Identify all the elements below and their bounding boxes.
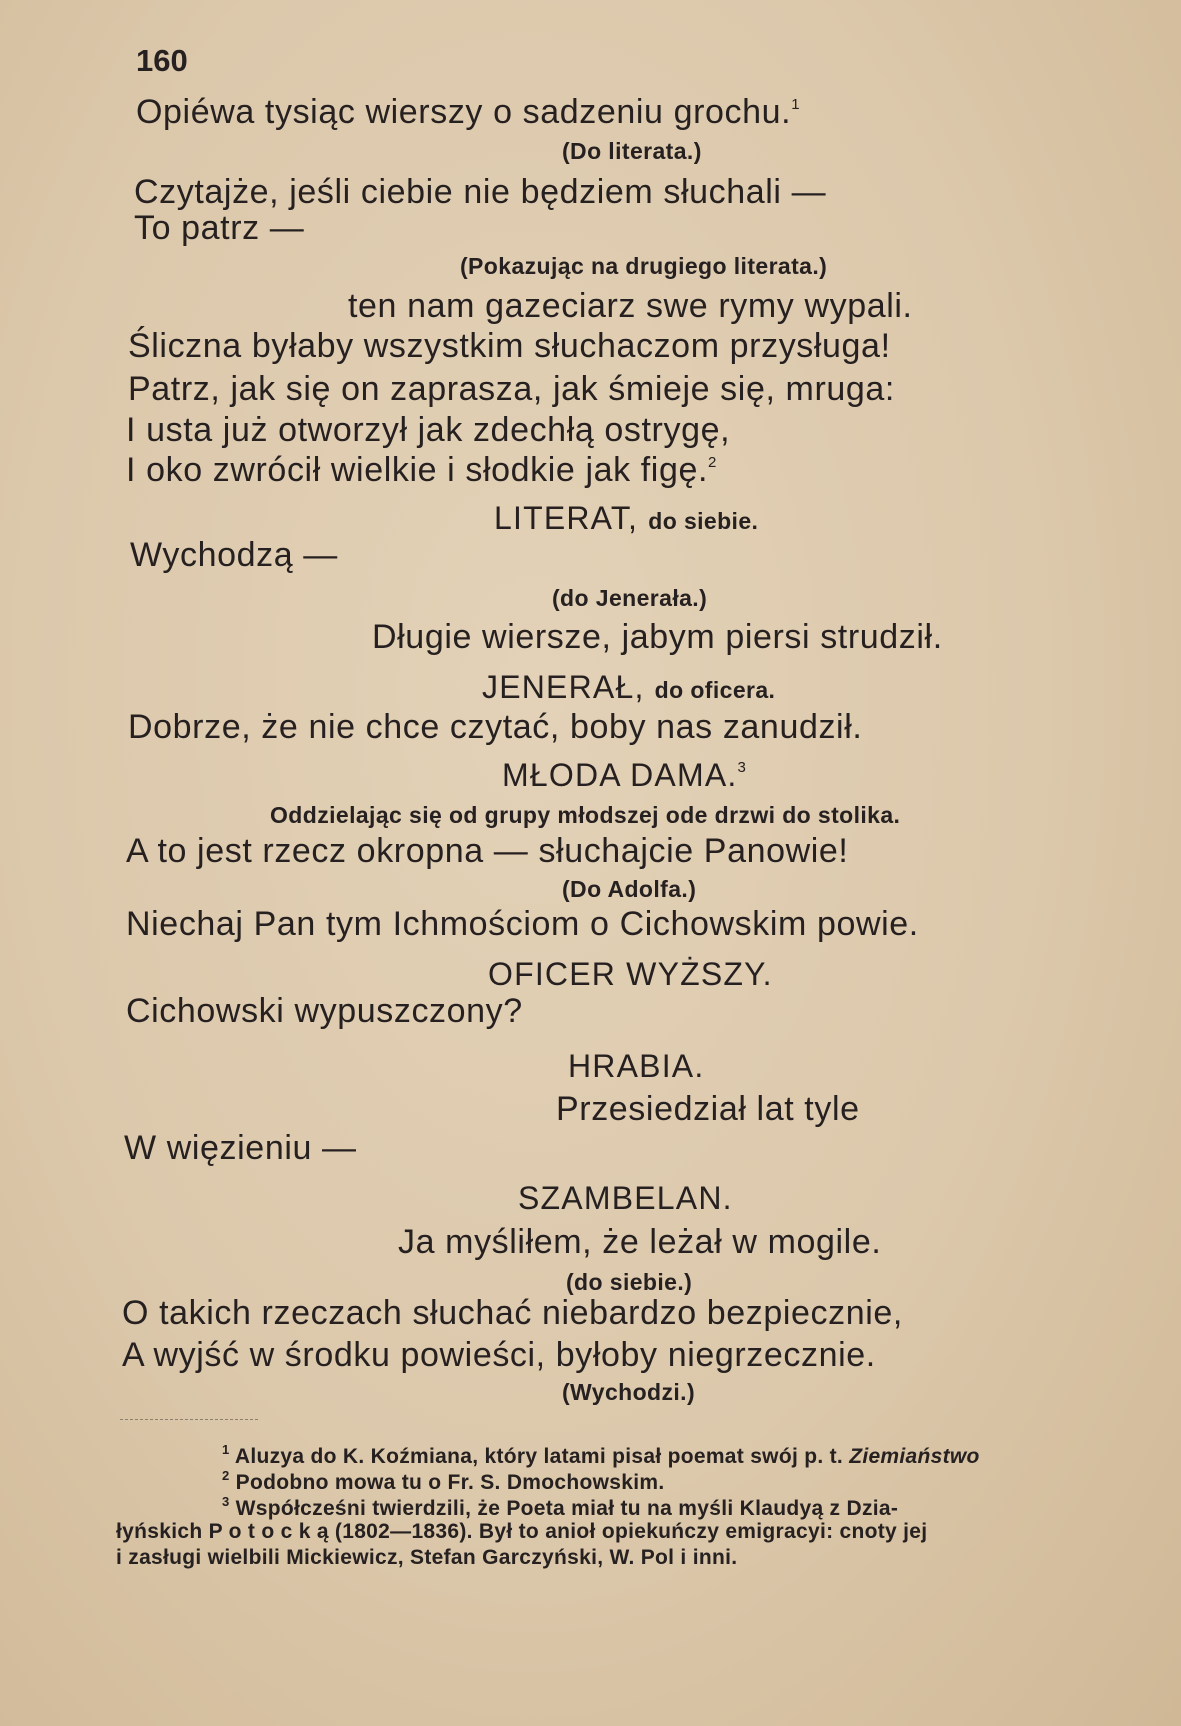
stage-direction: (do Jenerała.): [552, 585, 708, 611]
footnote-continuation: i zasługi wielbili Mickiewicz, Stefan Garczyński, W. Pol i inni.: [116, 1546, 738, 1569]
verse-line: Cichowski wypuszczony?: [126, 992, 523, 1030]
verse-line: Ja myśliłem, że leżał w mogile.: [398, 1223, 882, 1261]
verse-line: O takich rzeczach słuchać niebardzo bezpiecznie,: [122, 1294, 903, 1332]
footnote-ref: 2: [708, 454, 717, 471]
footnote: [222, 1495, 898, 1519]
speaker-name: MŁODA DAMA.: [502, 757, 738, 793]
footnote-mark: 3: [222, 1494, 230, 1509]
verse-line: To patrz —: [134, 209, 305, 247]
page-number: 160: [136, 43, 188, 78]
verse-line: A to jest rzecz okropna — słuchajcie Panowie!: [126, 832, 849, 870]
speaker-name: JENERAŁ,: [482, 669, 645, 705]
footnote-continuation: łyńskich P o t o c k ą (1802—1836). Był to anioł opiekuńczy emigracyi: cnoty jej: [116, 1520, 928, 1543]
stage-direction: (Pokazując na drugiego literata.): [460, 253, 828, 279]
speaker-heading: OFICER WYŻSZY.: [488, 956, 773, 992]
footnote-ref: 1: [791, 96, 801, 113]
verse-line: Przesiedział lat tyle: [556, 1090, 860, 1128]
verse-line: [136, 95, 800, 129]
footnote-ref: 3: [737, 759, 748, 776]
footnote: [222, 1443, 980, 1467]
speaker-direction: do siebie.: [648, 508, 759, 534]
verse-text: I oko zwrócił wielkie i słodkie jak figę.: [126, 451, 709, 489]
footnote: [222, 1469, 664, 1493]
footnote-text: Podobno mowa tu o Fr. S. Dmochowskim.: [235, 1471, 665, 1494]
verse-line: Czytajże, jeśli ciebie nie będziem słuchali —: [134, 173, 827, 211]
verse-line: A wyjść w środku powieści, byłoby niegrzecznie.: [122, 1336, 876, 1374]
speaker-name: LITERAT,: [494, 500, 639, 536]
verse-line: W więzieniu —: [124, 1129, 357, 1167]
footnote-divider: [120, 1419, 258, 1420]
footnote-text: Współcześni twierdzili, że Poeta miał tu na myśli Klaudyą z Dzia-: [235, 1497, 899, 1520]
verse-line: Dobrze, że nie chce czytać, boby nas zanudził.: [128, 708, 863, 746]
footnote-mark: 1: [222, 1442, 230, 1457]
verse-text: Opiéwa tysiąc wierszy o sadzeniu grochu.: [136, 93, 792, 131]
stage-direction: Oddzielając się od grupy młodszej ode drzwi do stolika.: [270, 802, 901, 828]
stage-direction: (Wychodzi.): [562, 1379, 696, 1405]
footnote-title: Ziemiaństwo: [849, 1445, 980, 1468]
stage-direction: (Do Adolfa.): [562, 876, 697, 902]
verse-line: [126, 453, 717, 487]
stage-direction: (Do literata.): [562, 138, 702, 164]
verse-line: Wychodzą —: [130, 536, 338, 574]
speaker-heading: [482, 671, 775, 703]
verse-line: ten nam gazeciarz swe rymy wypali.: [348, 287, 913, 325]
speaker-heading: [502, 759, 747, 791]
speaker-direction: do oficera.: [654, 677, 776, 703]
verse-line: Śliczna byłaby wszystkim słuchaczom przysługa!: [128, 327, 891, 365]
verse-line: Patrz, jak się on zaprasza, jak śmieje się, mruga:: [128, 370, 895, 408]
verse-line: Długie wiersze, jabym piersi strudził.: [372, 618, 943, 656]
verse-line: Niechaj Pan tym Ichmościom o Cichowskim powie.: [126, 905, 919, 943]
speaker-heading: HRABIA.: [568, 1048, 705, 1084]
speaker-heading: [494, 502, 758, 534]
verse-line: I usta już otworzył jak zdechłą ostrygę,: [126, 411, 731, 449]
footnote-text: Aluzya do K. Koźmiana, który latami pisał poemat swój p. t.: [234, 1445, 844, 1468]
stage-direction: (do siebie.): [566, 1269, 693, 1295]
speaker-heading: SZAMBELAN.: [518, 1180, 733, 1216]
footnote-mark: 2: [222, 1468, 230, 1483]
